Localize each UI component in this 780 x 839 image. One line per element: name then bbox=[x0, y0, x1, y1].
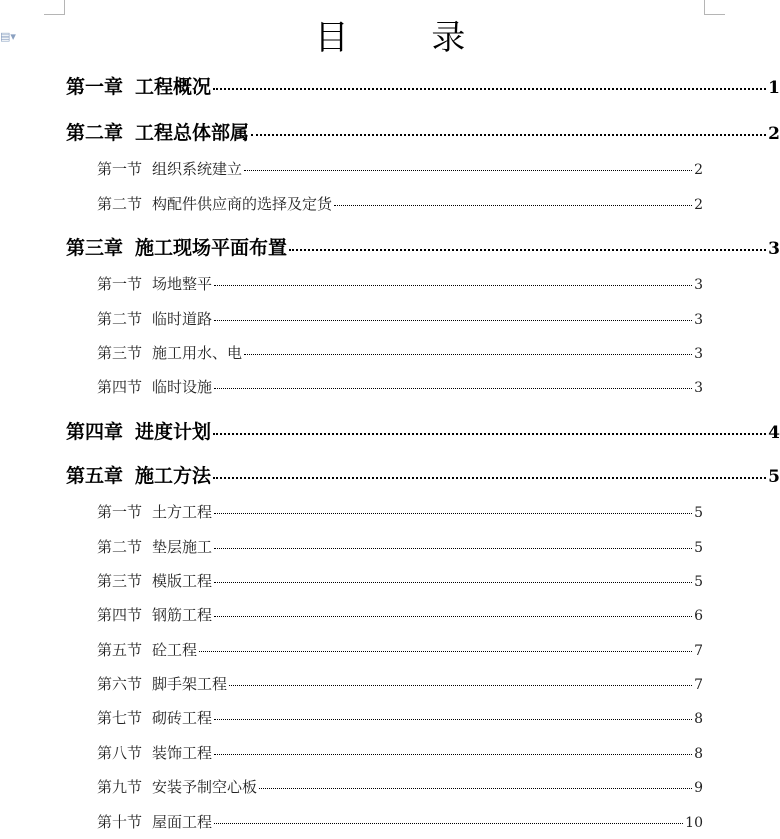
toc-section-entry[interactable] bbox=[0, 342, 703, 363]
entry-number: 第四节 bbox=[97, 606, 143, 624]
paragraph-handle-icon[interactable]: ▤▾ bbox=[0, 30, 16, 43]
toc-section-entry[interactable] bbox=[0, 536, 703, 557]
dot-leader bbox=[213, 477, 766, 479]
entry-title: 钢筋工程 bbox=[152, 606, 213, 624]
entry-number: 第三节 bbox=[97, 572, 143, 590]
entry-number: 第三章 bbox=[66, 237, 124, 259]
entry-title: 垫层施工 bbox=[152, 538, 213, 556]
entry-number: 第二节 bbox=[97, 538, 143, 556]
toc-section-entry[interactable] bbox=[0, 158, 703, 179]
toc-section-entry[interactable] bbox=[0, 639, 703, 660]
toc-chapter-entry[interactable] bbox=[0, 417, 780, 444]
toc-section-entry[interactable] bbox=[0, 570, 703, 591]
page-number: 2 bbox=[694, 197, 703, 213]
entry-number: 第三节 bbox=[97, 344, 143, 362]
page-number: 8 bbox=[694, 746, 703, 762]
page-number: 3 bbox=[694, 277, 703, 293]
entry-title: 安装予制空心板 bbox=[152, 778, 258, 796]
toc-section-entry[interactable] bbox=[0, 501, 703, 522]
page-number: 3 bbox=[694, 380, 703, 396]
dot-leader bbox=[214, 388, 692, 389]
entry-title: 屋面工程 bbox=[152, 813, 213, 831]
dot-leader bbox=[244, 170, 692, 171]
entry-number: 第一节 bbox=[97, 503, 143, 521]
page-number: 5 bbox=[694, 540, 703, 556]
dot-leader bbox=[251, 134, 766, 136]
entry-title: 施工用水、电 bbox=[152, 344, 243, 362]
dot-leader bbox=[214, 285, 692, 286]
entry-title: 组织系统建立 bbox=[152, 160, 243, 178]
entry-title: 模版工程 bbox=[152, 572, 213, 590]
page-number: 5 bbox=[694, 574, 703, 590]
entry-title: 临时道路 bbox=[152, 310, 213, 328]
entry-title: 土方工程 bbox=[152, 503, 213, 521]
entry-number: 第四章 bbox=[66, 421, 124, 443]
toc-section-entry[interactable] bbox=[0, 308, 703, 329]
toc-section-entry[interactable] bbox=[0, 193, 703, 214]
toc-section-entry[interactable] bbox=[0, 376, 703, 397]
dot-leader bbox=[214, 320, 692, 321]
dot-leader bbox=[214, 582, 692, 583]
entry-title: 施工方法 bbox=[135, 465, 212, 487]
dot-leader bbox=[244, 354, 692, 355]
toc-chapter-entry[interactable] bbox=[0, 461, 780, 488]
page-number: 7 bbox=[694, 643, 703, 659]
page-number: 3 bbox=[694, 346, 703, 362]
toc-section-entry[interactable] bbox=[0, 604, 703, 625]
entry-title: 临时设施 bbox=[152, 378, 213, 396]
toc-section-entry[interactable] bbox=[0, 273, 703, 294]
entry-number: 第五章 bbox=[66, 465, 124, 487]
page-number: 2 bbox=[694, 162, 703, 178]
dot-leader bbox=[214, 719, 692, 720]
entry-number: 第六节 bbox=[97, 675, 143, 693]
dot-leader bbox=[214, 754, 692, 755]
dot-leader bbox=[213, 88, 766, 90]
entry-title: 砼工程 bbox=[152, 641, 198, 659]
entry-number: 第八节 bbox=[97, 744, 143, 762]
dot-leader bbox=[213, 433, 766, 435]
dot-leader bbox=[334, 205, 692, 206]
entry-title: 工程总体部属 bbox=[135, 122, 250, 144]
page-number: 8 bbox=[694, 711, 703, 727]
page-number: 9 bbox=[694, 780, 703, 796]
entry-number: 第四节 bbox=[97, 378, 143, 396]
toc-chapter-entry[interactable] bbox=[0, 118, 780, 145]
page-number: 3 bbox=[694, 312, 703, 328]
entry-title: 装饰工程 bbox=[152, 744, 213, 762]
toc-section-entry[interactable] bbox=[0, 673, 703, 694]
page-number: 5 bbox=[768, 467, 780, 487]
entry-number: 第七节 bbox=[97, 709, 143, 727]
dot-leader bbox=[214, 513, 692, 514]
entry-title: 场地整平 bbox=[152, 275, 213, 293]
entry-number: 第二章 bbox=[66, 122, 124, 144]
toc-chapter-entry[interactable] bbox=[0, 233, 780, 260]
dot-leader bbox=[214, 823, 683, 824]
entry-number: 第五节 bbox=[97, 641, 143, 659]
dot-leader bbox=[214, 548, 692, 549]
entry-number: 第一节 bbox=[97, 275, 143, 293]
page-title: 目 录 bbox=[314, 18, 502, 58]
page-number: 10 bbox=[685, 815, 703, 831]
toc-section-entry[interactable] bbox=[0, 811, 703, 832]
toc-section-entry[interactable] bbox=[0, 707, 703, 728]
entry-title: 进度计划 bbox=[135, 421, 212, 443]
entry-number: 第二节 bbox=[97, 195, 143, 213]
page-number: 3 bbox=[768, 239, 780, 259]
entry-number: 第二节 bbox=[97, 310, 143, 328]
entry-number: 第九节 bbox=[97, 778, 143, 796]
dot-leader bbox=[259, 788, 692, 789]
dot-leader bbox=[289, 249, 766, 251]
dot-leader bbox=[199, 651, 692, 652]
entry-number: 第一节 bbox=[97, 160, 143, 178]
entry-number: 第一章 bbox=[66, 76, 124, 98]
dot-leader bbox=[214, 616, 692, 617]
page-number: 5 bbox=[694, 505, 703, 521]
toc-section-entry[interactable] bbox=[0, 742, 703, 763]
entry-title: 砌砖工程 bbox=[152, 709, 213, 727]
entry-title: 施工现场平面布置 bbox=[135, 237, 288, 259]
page-number: 4 bbox=[768, 423, 780, 443]
entry-title: 构配件供应商的选择及定货 bbox=[152, 195, 333, 213]
entry-title: 脚手架工程 bbox=[152, 675, 228, 693]
toc-chapter-entry[interactable] bbox=[0, 72, 780, 99]
toc-section-entry[interactable] bbox=[0, 776, 703, 797]
page-number: 6 bbox=[694, 608, 703, 624]
entry-number: 第十节 bbox=[97, 813, 143, 831]
page-number: 7 bbox=[694, 677, 703, 693]
dot-leader bbox=[229, 685, 692, 686]
entry-title: 工程概况 bbox=[135, 76, 212, 98]
page-number: 1 bbox=[768, 78, 780, 98]
page-number: 2 bbox=[768, 124, 780, 144]
